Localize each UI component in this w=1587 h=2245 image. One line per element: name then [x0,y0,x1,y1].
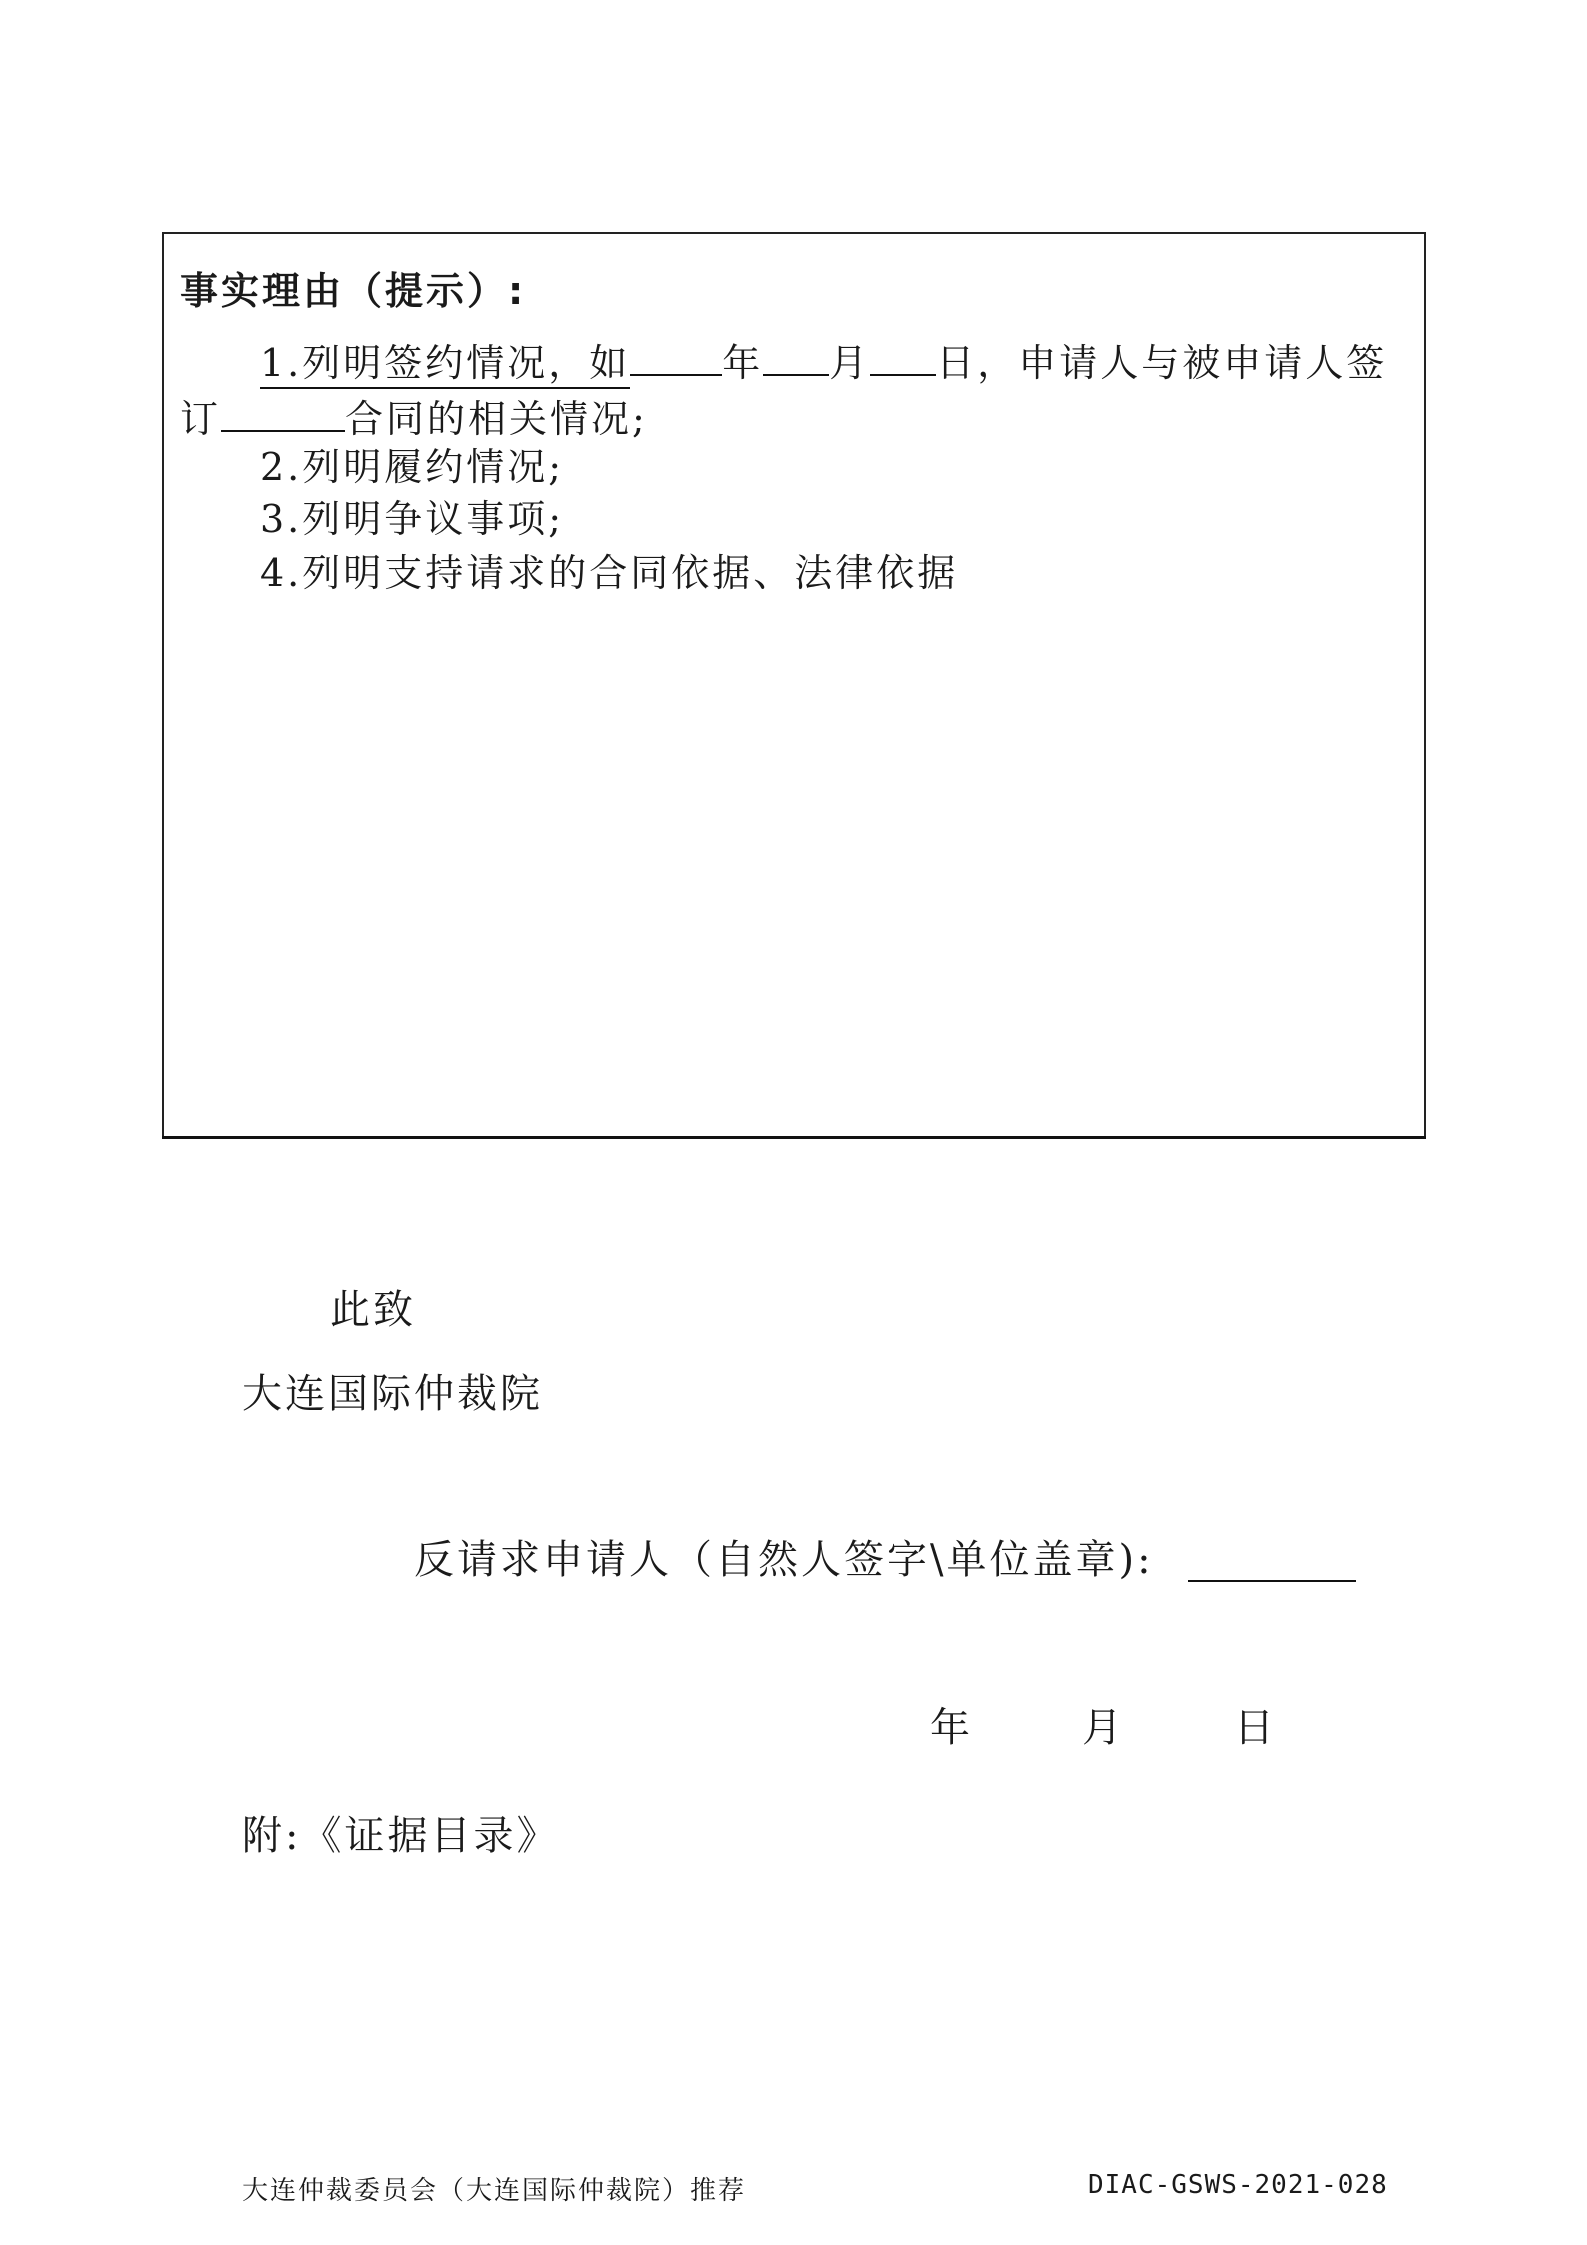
hint-1-continuation [180,396,648,441]
hint-2: 2.列明履约情况; [260,445,565,489]
hint-3: 3.列明争议事项; [260,497,565,541]
date-month: 月 [1082,1705,1125,1751]
hint-1-cont-prefix: 订 [180,397,222,441]
box-bottom-rule [162,1136,1426,1139]
hint-1-prefix: 1.列明签约情况，如 [260,341,630,389]
hint-1-day: 日，申请人与被申请人签 [936,341,1388,385]
date-year: 年 [930,1705,973,1751]
contract-name-blank[interactable] [221,396,345,432]
signature-blank[interactable] [1188,1580,1356,1582]
day-blank[interactable] [870,340,936,376]
hint-1-line [260,340,1388,385]
footer-doc-code: DIAC-GSWS-2021-028 [1088,2170,1388,2200]
facts-title: 事实理由（提示）: [180,269,527,313]
recipient: 大连国际仲裁院 [242,1371,543,1417]
hint-1-year: 年 [722,341,764,385]
facts-reasons-box [162,232,1426,1138]
attachment-note: 附:《证据目录》 [242,1813,560,1859]
month-blank[interactable] [763,340,829,376]
footer-recommendation: 大连仲裁委员会（大连国际仲裁院）推荐 [242,2176,747,2206]
signature-label: 反请求申请人（自然人签字\单位盖章): [414,1537,1154,1583]
hint-1-cont-suffix: 合同的相关情况; [345,397,648,441]
hint-4: 4.列明支持请求的合同依据、法律依据 [260,551,959,595]
salutation: 此致 [330,1287,416,1333]
hint-1-month: 月 [829,341,871,385]
date-day: 日 [1234,1705,1277,1751]
year-blank[interactable] [630,340,722,376]
